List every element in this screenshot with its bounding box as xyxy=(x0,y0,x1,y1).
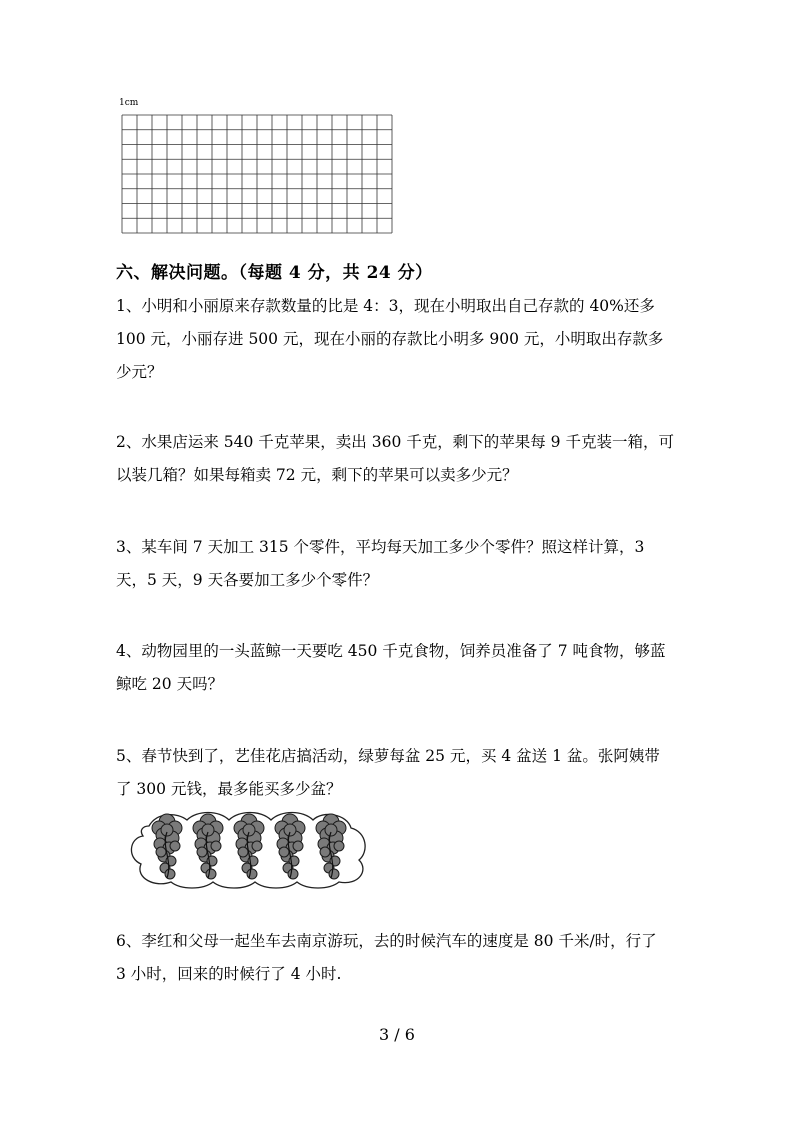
question-line: 2、水果店运来 540 千克苹果，卖出 360 千克，剩下的苹果每 9 千克装一箱，可 xyxy=(116,433,674,451)
question-line: 6、李红和父母一起坐车去南京游玩，去的时候汽车的速度是 80 千米/时，行了 xyxy=(116,932,657,950)
question-line: 了 300 元钱，最多能买多少盆？ xyxy=(116,780,342,798)
square-grid xyxy=(121,114,393,234)
question-1 xyxy=(116,290,696,389)
section-title: 六、解决问题。（每题 4 分，共 24 分） xyxy=(116,263,433,283)
question-line: 3 小时，回来的时候行了 4 小时. xyxy=(116,965,342,983)
question-line: 鲸吃 20 天吗？ xyxy=(116,675,224,693)
question-line: 少元？ xyxy=(116,363,163,381)
question-line: 天，5 天，9 天各要加工多少个零件？ xyxy=(116,571,379,589)
question-5 xyxy=(116,740,696,806)
grid-scale-label: 1cm xyxy=(119,98,139,108)
page-number: 3 / 6 xyxy=(379,1025,415,1044)
plants-illustration xyxy=(127,808,372,894)
question-line: 以装几箱？如果每箱卖 72 元，剩下的苹果可以卖多少元？ xyxy=(116,466,518,484)
question-3 xyxy=(116,531,696,597)
question-6 xyxy=(116,925,696,991)
question-line: 5、春节快到了，艺佳花店搞活动，绿萝每盆 25 元，买 4 盆送 1 盆。张阿姨带 xyxy=(116,747,660,765)
question-4 xyxy=(116,635,696,701)
question-line: 1、小明和小丽原来存款数量的比是 4：3，现在小明取出自己存款的 40%还多 xyxy=(116,297,655,315)
question-line: 4、动物园里的一头蓝鲸一天要吃 450 千克食物，饲养员准备了 7 吨食物，够蓝 xyxy=(116,642,666,660)
cloud-icon xyxy=(127,808,372,890)
question-line: 100 元，小丽存进 500 元，现在小丽的存款比小明多 900 元，小明取出存款多 xyxy=(116,330,664,348)
question-line: 3、某车间 7 天加工 315 个零件，平均每天加工多少个零件？照这样计算，3 xyxy=(116,538,645,556)
question-2 xyxy=(116,426,696,492)
